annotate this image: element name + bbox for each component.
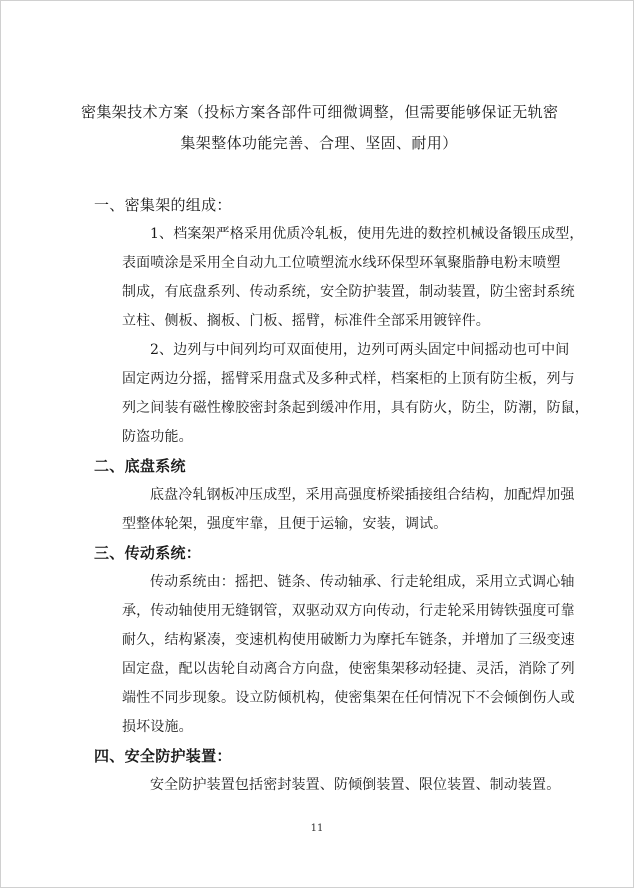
title-line-1: 密集架技术方案（投标方案各部件可细微调整，但需要能够保证无轨密	[81, 103, 559, 121]
text-line: 承，传动轴使用无缝钢管，双驱动双方向传动，行走轮采用铸铁强度可靠	[122, 603, 575, 619]
text-line: 1、档案架严格采用优质冷轧板，使用先进的数控机械设备锻压成型，	[150, 226, 584, 242]
text-line: 传动系统由：摇把、链条、传动轴承、行走轮组成，采用立式调心轴	[150, 574, 575, 590]
text-line: 立柱、侧板、搁板、门板、摇臂，标准件全部采用镀锌件。	[122, 313, 490, 329]
section-2-paragraph-1	[94, 481, 575, 539]
text-line: 固定盘，配以齿轮自动离合方向盘，使密集架移动轻捷、灵活，消除了列	[122, 661, 575, 677]
text-line: 安全防护装置包括密封装置、防倾倒装置、限位装置、制动装置。	[150, 777, 561, 793]
section-1-paragraph-1	[94, 220, 584, 336]
text-line: 端性不同步现象。设立防倾机构，使密集架在任何情况下不会倾倒伤人或	[122, 690, 575, 706]
document-body	[94, 191, 589, 800]
text-line: 制成，有底盘系列、传动系统，安全防护装置，制动装置，防尘密封系统	[122, 284, 575, 300]
text-line: 2、边列与中间列均可双面使用，边列可两头固定中间摇动也可中间	[150, 342, 570, 358]
text-line: 固定两边分摇，摇臂采用盘式及多种式样，档案柜的上顶有防尘板，列与	[122, 371, 575, 387]
document-title	[81, 97, 557, 159]
text-line: 耐久，结构紧凑，变速机构使用破断力为摩托车链条，并增加了三级变速	[122, 632, 575, 648]
text-line: 型整体轮架，强度牢靠，且便于运输，安装，调试。	[122, 516, 448, 532]
text-line: 表面喷涂是采用全自动九工位喷塑流水线环保型环氧聚脂静电粉末喷塑	[122, 255, 561, 271]
page-number: 11	[310, 823, 324, 834]
text-line: 底盘冷轧钢板冲压成型，采用高强度桥梁插接组合结构，加配焊加强	[150, 487, 575, 503]
text-line: 防盗功能。	[122, 429, 193, 445]
section-3-paragraph-1	[94, 568, 575, 742]
section-1-paragraph-2	[94, 336, 589, 452]
section-heading-2: 二、底盘系统	[94, 457, 186, 475]
text-line: 列之间装有磁性橡胶密封条起到缓冲作用，具有防火，防尘，防潮，防鼠，	[122, 400, 589, 416]
section-heading-1: 一、密集架的组成：	[94, 196, 232, 214]
section-heading-4: 四、安全防护装置：	[94, 747, 232, 765]
title-line-2: 集架整体功能完善、合理、坚固、耐用）	[180, 134, 458, 152]
section-4-paragraph-1	[94, 771, 561, 800]
section-heading-3: 三、传动系统：	[94, 544, 202, 562]
text-line: 损坏设施。	[122, 719, 193, 735]
